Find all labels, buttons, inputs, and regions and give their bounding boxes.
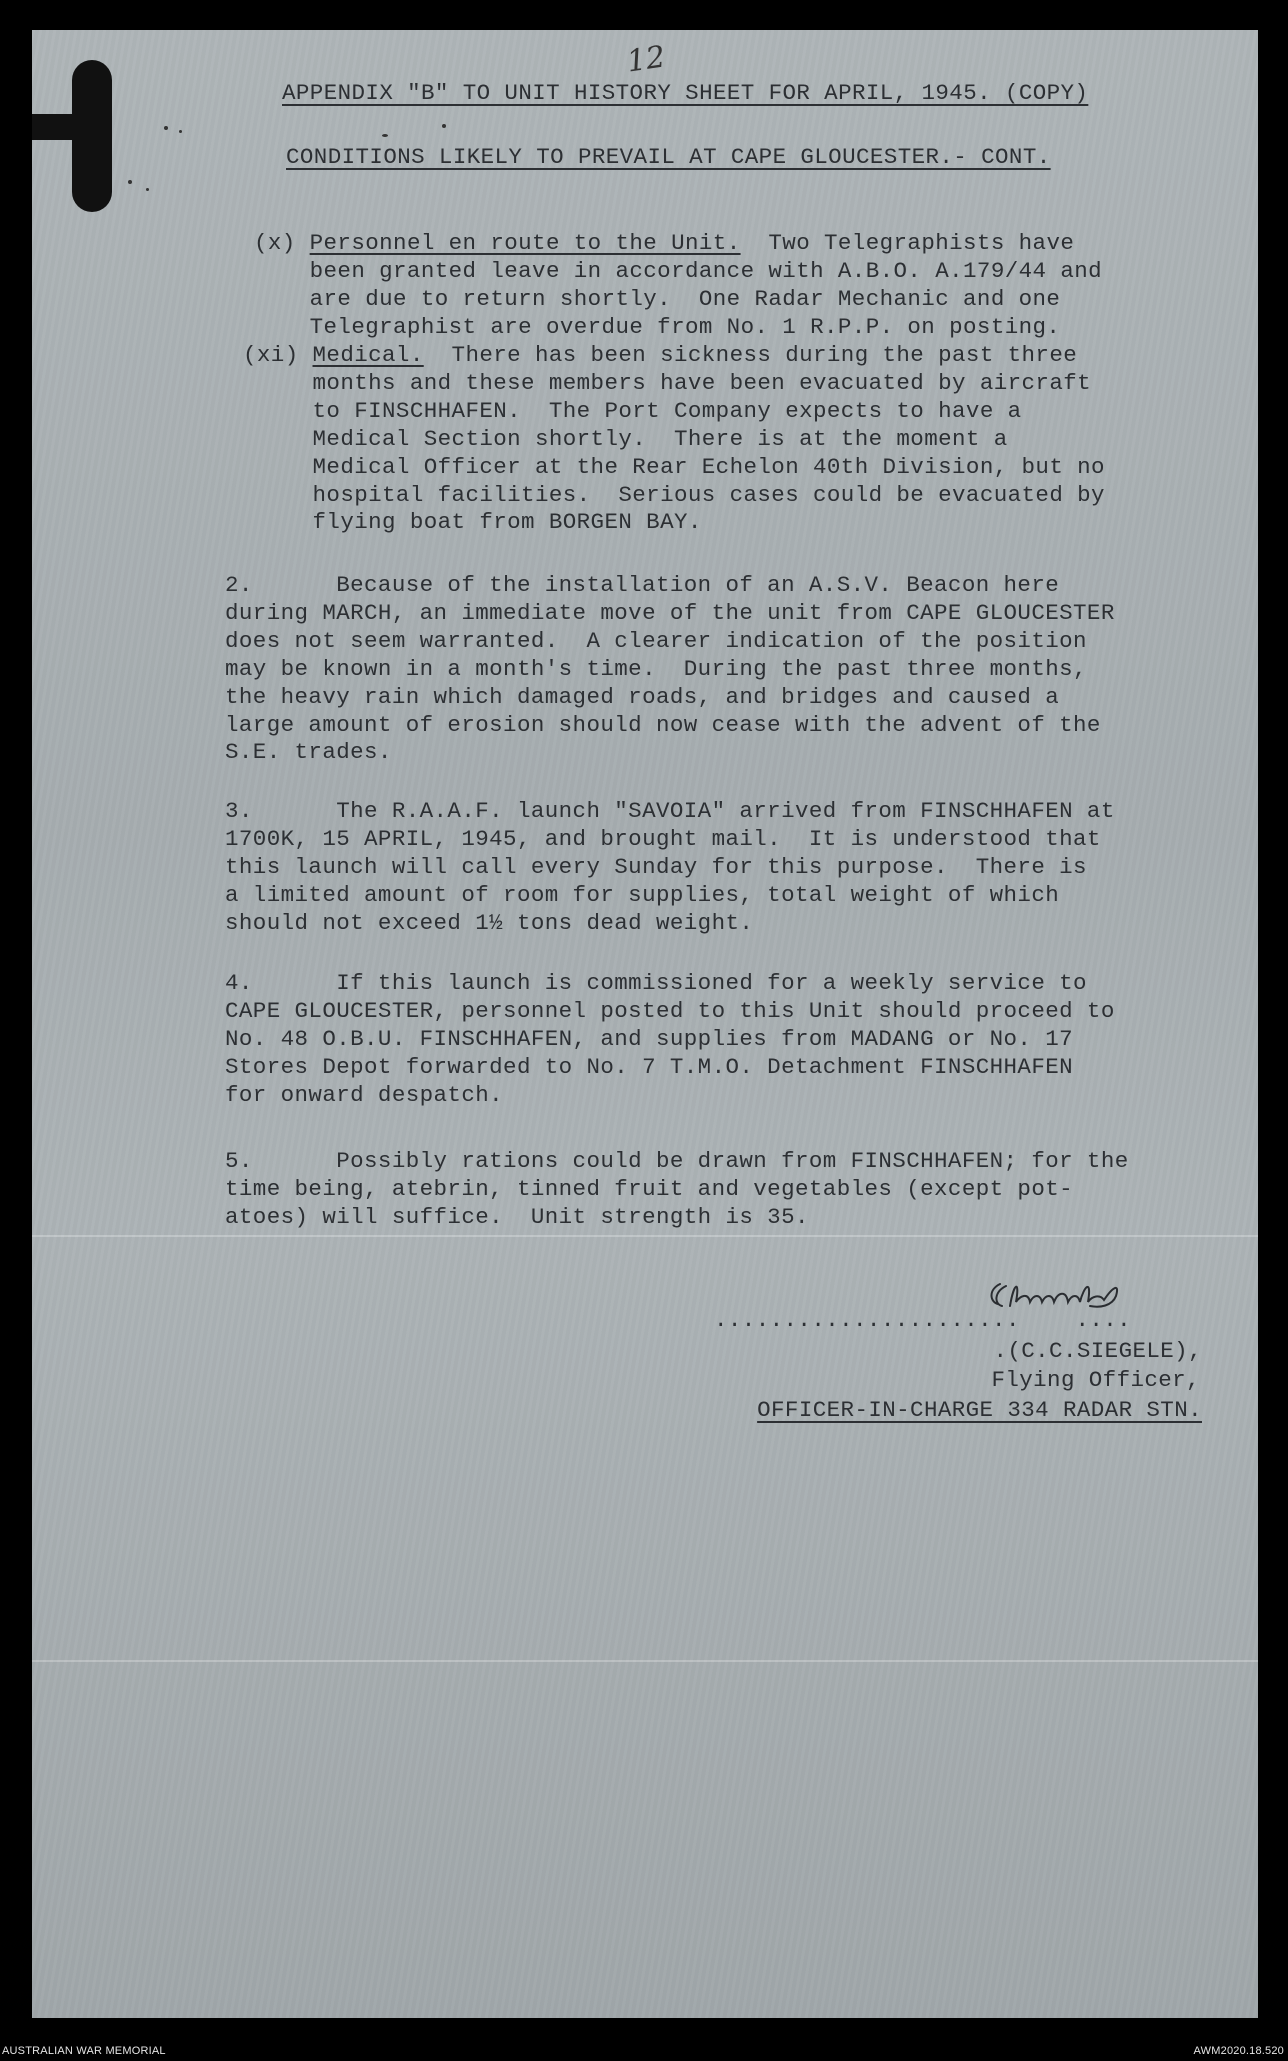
text-line: during MARCH, an immediate move of the unit from CAPE GLOUCESTER — [225, 599, 1115, 626]
signatory-title: OFFICER-IN-CHARGE 334 RADAR STN. — [757, 1397, 1202, 1423]
subsection-x — [254, 230, 1102, 342]
text-line: flying boat from BORGEN BAY. — [312, 509, 702, 536]
fold-line — [32, 1660, 1258, 1662]
text-line: 4. If this launch is commissioned for a weekly service to — [225, 970, 1087, 996]
subsection-title: Medical. — [312, 342, 424, 368]
text-line: hospital facilities. Serious cases could be evacuated by — [312, 481, 1105, 508]
signatory-rank: Flying Officer, — [991, 1367, 1200, 1393]
handwritten-page-number: 12 — [624, 39, 668, 80]
subsection-xi — [243, 342, 1105, 537]
text-line: to FINSCHHAFEN. The Port Company expects to have a — [312, 397, 1022, 424]
text-line: Two Telegraphists have — [740, 230, 1075, 256]
text-line: the heavy rain which damaged roads, and bridges and caused a — [225, 683, 1060, 710]
handwritten-signature — [980, 1272, 1140, 1320]
conditions-heading: CONDITIONS LIKELY TO PREVAIL AT CAPE GLOUCESTER.- CONT. — [286, 144, 1051, 170]
text-line: No. 48 O.B.U. FINSCHHAFEN, and supplies from MADANG or No. 17 — [225, 1025, 1074, 1052]
signature-dotted-line: ...................... .... — [714, 1307, 1132, 1333]
text-line: are due to return shortly. One Radar Mechanic and one — [309, 285, 1061, 312]
text-line: 2. Because of the installation of an A.S.V. Beacon here — [225, 572, 1060, 598]
paragraph-5 — [225, 1148, 1129, 1232]
text-line: Medical Officer at the Rear Echelon 40th Division, but no — [312, 453, 1105, 480]
text-line: S.E. trades. — [225, 739, 392, 766]
text-line: been granted leave in accordance with A.B.O. A.179/44 and — [309, 257, 1103, 284]
subsection-marker: (xi) — [243, 342, 299, 368]
text-line: Medical Section shortly. There is at the moment a — [312, 425, 1008, 452]
text-line: atoes) will suffice. Unit strength is 35. — [225, 1203, 809, 1230]
text-line: 1700K, 15 APRIL, 1945, and brought mail. It is understood that — [225, 825, 1101, 852]
subsection-marker: (x) — [254, 230, 296, 256]
text-line: There has been sickness during the past three — [423, 342, 1078, 368]
archive-credit: AUSTRALIAN WAR MEMORIAL — [2, 2045, 166, 2057]
paragraph-2 — [225, 572, 1115, 767]
fold-line — [32, 1235, 1258, 1237]
text-line: months and these members have been evacuated by aircraft — [312, 369, 1092, 396]
text-line: should not exceed 1½ tons dead weight. — [225, 909, 754, 936]
text-line: for onward despatch. — [225, 1081, 504, 1108]
subsection-title: Personnel en route to the Unit. — [309, 230, 741, 256]
text-line: a limited amount of room for supplies, total weight of which — [225, 881, 1060, 908]
text-line: does not seem warranted. A clearer indication of the position — [225, 627, 1087, 654]
paragraph-3 — [225, 798, 1115, 938]
text-line: this launch will call every Sunday for this purpose. There is — [225, 853, 1087, 880]
archive-reference: AWM2020.18.520 — [1193, 2045, 1284, 2057]
text-line: time being, atebrin, tinned fruit and vegetables (except pot- — [225, 1175, 1074, 1202]
appendix-heading: APPENDIX "B" TO UNIT HISTORY SHEET FOR APRIL, 1945. (COPY) — [282, 80, 1089, 106]
text-line: Telegraphist are overdue from No. 1 R.P.P. on posting. — [309, 313, 1061, 340]
text-line: large amount of erosion should now cease with the advent of the — [225, 711, 1101, 738]
document-page — [32, 30, 1258, 2018]
text-line: 5. Possibly rations could be drawn from FINSCHHAFEN; for the — [225, 1148, 1129, 1174]
text-line: CAPE GLOUCESTER, personnel posted to this Unit should proceed to — [225, 997, 1115, 1024]
signatory-name: .(C.C.SIEGELE), — [993, 1338, 1202, 1364]
text-line: Stores Depot forwarded to No. 7 T.M.O. Detachment FINSCHHAFEN — [225, 1053, 1074, 1080]
paragraph-4 — [225, 970, 1115, 1110]
text-line: may be known in a month's time. During the past three months, — [225, 655, 1087, 682]
punch-hole-bar — [32, 114, 82, 140]
text-line: 3. The R.A.A.F. launch "SAVOIA" arrived from FINSCHHAFEN at — [225, 798, 1115, 824]
